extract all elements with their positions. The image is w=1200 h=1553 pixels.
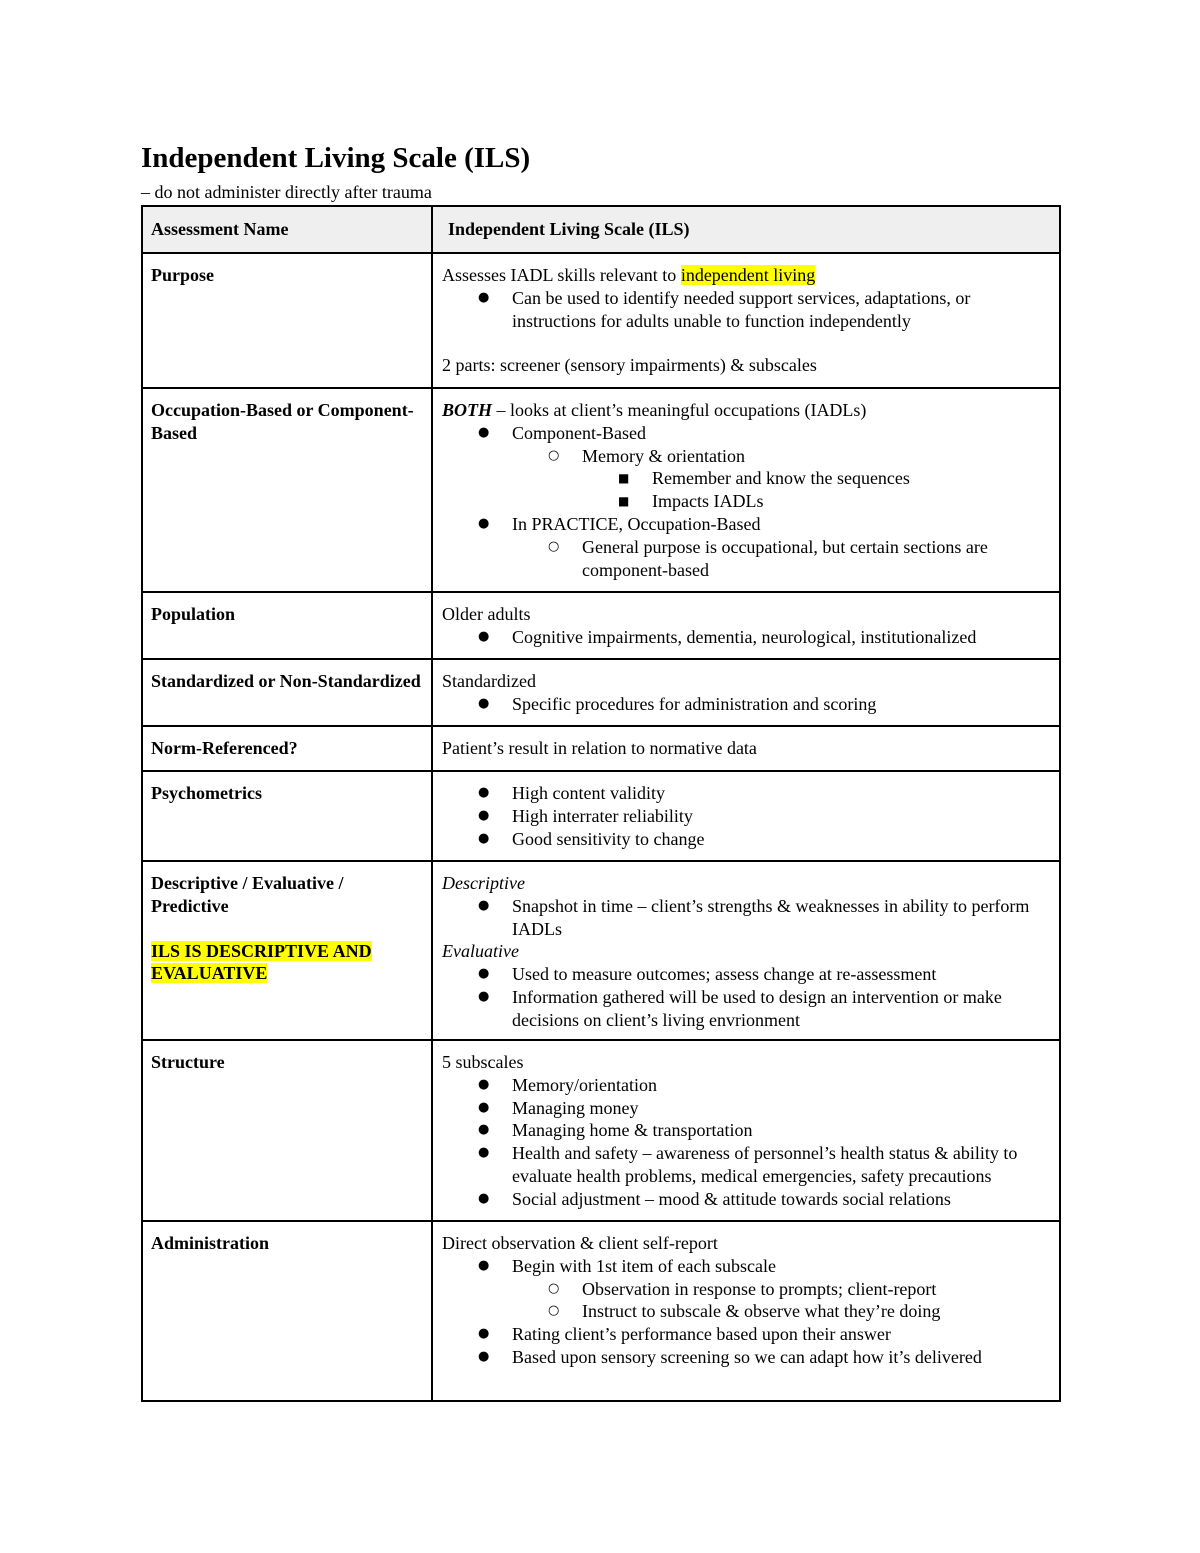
- descriptive-bullet: ● Snapshot in time – client’s strengths & weaknesses in ability to perform IADLs: [512, 895, 1051, 941]
- header-label: Assessment Name: [142, 206, 432, 253]
- standardized-label: Standardized or Non-Standardized: [142, 659, 432, 726]
- occupation-component: [512, 422, 1051, 513]
- population-label: Population: [142, 592, 432, 659]
- administration-label: Administration: [142, 1221, 432, 1401]
- occupation-label: Occupation-Based or Component-Based: [142, 388, 432, 592]
- administration-intro: Direct observation & client self-report: [442, 1233, 718, 1253]
- standardized-cell: [432, 659, 1060, 726]
- occupation-both: BOTH: [442, 400, 493, 420]
- evaluative-bullet: ● Information gathered will be used to design an intervention or make decisions on client’s living envrionment: [512, 986, 1051, 1032]
- structure-bullet: ● Memory/orientation: [512, 1074, 1051, 1097]
- psychometrics-bullet: ● Good sensitivity to change: [512, 828, 1051, 851]
- table-row-population: [142, 592, 1060, 659]
- occupation-memory-text: Memory & orientation: [582, 445, 745, 466]
- structure-bullet: ● Social adjustment – mood & attitude towards social relations: [512, 1188, 1051, 1211]
- table-row-administration: [142, 1221, 1060, 1401]
- standardized-bullet: ● Specific procedures for administration and scoring: [512, 693, 1051, 716]
- administration-rating: ● Rating client’s performance based upon their answer: [512, 1323, 1051, 1346]
- table-row-structure: [142, 1040, 1060, 1221]
- norm-value: Patient’s result in relation to normative data: [432, 726, 1060, 771]
- descriptive-label: Descriptive / Evaluative / Predictive: [151, 873, 344, 916]
- subtitle: – do not administer directly after trauma: [141, 182, 432, 202]
- psychometrics-cell: [432, 771, 1060, 861]
- occupation-memory: [582, 445, 1051, 513]
- structure-intro: 5 subscales: [442, 1052, 524, 1072]
- occupation-intro: – looks at client’s meaningful occupations (IADLs): [492, 400, 867, 420]
- psychometrics-label: Psychometrics: [142, 771, 432, 861]
- administration-begin-sub: ○ Instruct to subscale & observe what they’re doing: [582, 1300, 1051, 1323]
- population-bullet: ● Cognitive impairments, dementia, neurological, institutionalized: [512, 626, 1051, 649]
- table-row-purpose: [142, 253, 1060, 388]
- standardized-intro: Standardized: [442, 671, 536, 691]
- descriptive-highlight: ILS IS DESCRIPTIVE AND EVALUATIVE: [151, 940, 372, 984]
- evaluative-heading: Evaluative: [442, 941, 519, 962]
- occupation-sub1: ■ Remember and know the sequences: [652, 467, 1051, 490]
- population-intro: Older adults: [442, 604, 531, 624]
- purpose-bullet: ● Can be used to identify needed support services, adaptations, or instructions for adults unable to function independently: [512, 287, 1051, 333]
- header-value: Independent Living Scale (ILS): [432, 206, 1060, 253]
- occupation-sub2: ■ Impacts IADLs: [652, 490, 1051, 513]
- structure-cell: [432, 1040, 1060, 1221]
- structure-bullet: ● Managing home & transportation: [512, 1119, 1051, 1142]
- descriptive-label-cell: [142, 861, 432, 1040]
- administration-begin-text: Begin with 1st item of each subscale: [512, 1255, 776, 1276]
- occupation-practice-sub: ○ General purpose is occupational, but certain sections are component-based: [582, 536, 1051, 582]
- administration-cell: [432, 1221, 1060, 1401]
- descriptive-cell: [432, 861, 1060, 1040]
- purpose-cell: [432, 253, 1060, 388]
- occupation-component-text: Component-Based: [512, 422, 646, 443]
- occupation-cell: [432, 388, 1060, 592]
- purpose-intro: Assesses IADL skills relevant to: [442, 265, 681, 285]
- psychometrics-bullet: ● High interrater reliability: [512, 805, 1051, 828]
- administration-sensory: ● Based upon sensory screening so we can adapt how it’s delivered: [512, 1346, 1051, 1369]
- occupation-practice: [512, 513, 1051, 581]
- purpose-note: 2 parts: screener (sensory impairments) & subscales: [442, 355, 817, 376]
- psychometrics-bullet: ● High content validity: [512, 782, 1051, 805]
- structure-bullet: ● Managing money: [512, 1097, 1051, 1120]
- table-row-standardized: [142, 659, 1060, 726]
- structure-bullet: ● Health and safety – awareness of personnel’s health status & ability to evaluate health problems, medical emergencies, safety precautions: [512, 1142, 1051, 1188]
- norm-label: Norm-Referenced?: [142, 726, 432, 771]
- administration-begin: [512, 1255, 1051, 1323]
- purpose-label: Purpose: [142, 253, 432, 388]
- purpose-highlight: independent living: [680, 265, 816, 285]
- occupation-practice-text: In PRACTICE, Occupation-Based: [512, 513, 761, 534]
- table-row-psychometrics: [142, 771, 1060, 861]
- table-row-occupation: [142, 388, 1060, 592]
- table-row-header: [142, 206, 1060, 253]
- assessment-table: [141, 205, 1061, 1402]
- administration-begin-sub: ○ Observation in response to prompts; client-report: [582, 1278, 1051, 1301]
- table-row-norm: [142, 726, 1060, 771]
- page-title: Independent Living Scale (ILS): [141, 142, 531, 174]
- evaluative-bullet: ● Used to measure outcomes; assess change at re-assessment: [512, 963, 1051, 986]
- structure-label: Structure: [142, 1040, 432, 1221]
- population-cell: [432, 592, 1060, 659]
- table-row-descriptive: [142, 861, 1060, 1040]
- descriptive-heading: Descriptive: [442, 873, 525, 893]
